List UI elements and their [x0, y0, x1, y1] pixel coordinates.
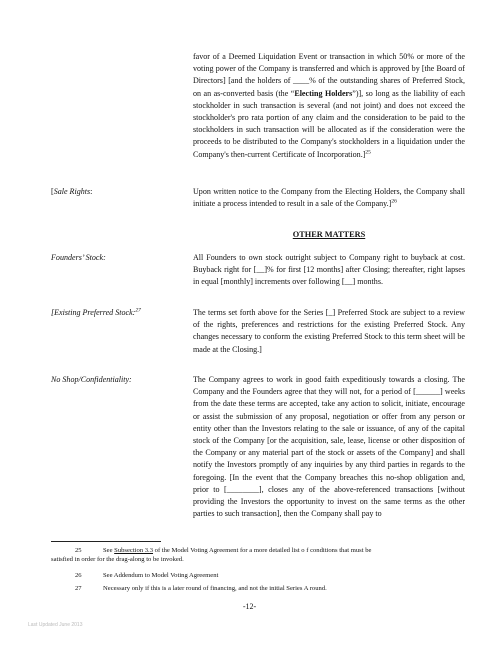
sale-rights-label: [51, 186, 92, 198]
founders-stock-label: Founders’ Stock:: [51, 253, 106, 262]
footnote-separator: [51, 541, 161, 542]
colon: :: [90, 187, 93, 196]
footnote-27: [51, 584, 471, 593]
footnote-number: 25: [75, 547, 82, 554]
existing-preferred-text: The terms set forth above for the Series [_] Preferred Stock are subject to a review of the rights, preferences and restrictions for the existing Preferred Stock. Any changes necessary to conform the existing Preferred Stock to this term sheet will be made at the Closing.]: [193, 308, 465, 354]
footnote-text: See Addendum to Model Voting Agreement: [103, 572, 219, 579]
footnote-ref[interactable]: 25: [365, 148, 371, 155]
footnote-ref[interactable]: 26: [391, 198, 397, 205]
founders-stock-text: All Founders to own stock outright subject to Company right to buyback at cost. Buyback right for [__]% for first [12 months] after Closing; thereafter, right lapses in equal [monthly] increments over following [__] months.: [193, 253, 465, 287]
other-matters-heading: OTHER MATTERS: [292, 230, 366, 239]
label-text: Sale Rights: [53, 187, 91, 196]
paragraph-text: favor of a Deemed Liquidation Event or transaction in which 50% or more of the voting power of the Company is transferred and which is approved by [the Board of Directors] [and the holders of ____% of the outstanding shares of Preferred Stock, on an as-converted basis (the “: [193, 52, 465, 98]
existing-preferred-label: [51, 307, 141, 319]
last-updated-footer: Last Updated June 2013: [28, 622, 83, 628]
footnote-text: of the Model Voting Agreement for a more detailed list o f conditions that must be: [153, 547, 372, 554]
paragraph-text: ”)], so long as the liability of each stockholder in such transaction is several (and not joint) and does not exceed the stockholder's pro rata portion of any claim and the consideration to be paid to the stockholders in such transaction will be allocated as if the consideration were the proceeds to be distributed to the Company's stockholders in a liquidation under the Company's then-current Certificate of Incorporation.]: [193, 88, 466, 159]
footnote-number: 27: [75, 585, 82, 592]
footnote-text: See: [103, 547, 115, 554]
electing-holders-term: Electing Holders: [294, 88, 353, 98]
bracket: [: [51, 187, 54, 196]
sale-rights-text: [193, 186, 465, 210]
footnote-number: 26: [75, 572, 82, 579]
no-shop-label: No Shop/Confidentiality:: [51, 375, 132, 384]
footnote-25: [51, 546, 471, 564]
footnote-26: [51, 571, 471, 580]
label-text: [Existing Preferred Stock:: [51, 308, 136, 317]
paragraph-text: Upon written notice to the Company from the Electing Holders, the Company shall initiate a process intended to result in a sale of the Company.]: [193, 187, 465, 209]
page-number: -12-: [242, 602, 257, 611]
footnote-ref[interactable]: 27: [135, 307, 141, 314]
no-shop-text: The Company agrees to work in good faith expeditiously towards a closing. The Company and the Founders agree that they will not, for a period of [______] weeks from the date these terms are accepted, take any action to solicit, initiate, encourage or assist the submission of any proposal, negotiation or offer from any person or entity other than the Investors relating to the sale or issuance, of any of the capital stock of the Company [or the acquisition, sale, lease, license or other disposition of the Company or any material part of the stock or assets of the Company] and shall notify the Investors promptly of any inquiries by any third parties in regards to the foregoing. [In the event that the Company breaches this no-shop obligation and, prior to [________], closes any of the above-referenced transactions [without providing the Investors the opportunity to invest on the same terms as the other parties to such transaction], then the Company shall pay to: [193, 375, 465, 519]
footnote-text: satisfied in order for the drag-along to be invoked.: [51, 556, 184, 563]
subsection-link[interactable]: Subsection 3.3: [114, 547, 154, 554]
liquidation-continuation-paragraph: [193, 51, 465, 161]
footnote-text: Necessary only if this is a later round of financing, and not the initial Series A round.: [103, 585, 327, 592]
